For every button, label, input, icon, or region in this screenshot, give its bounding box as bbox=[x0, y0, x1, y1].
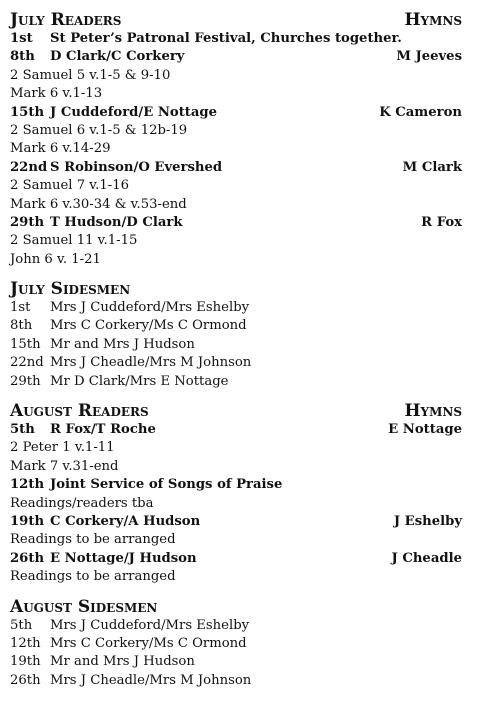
entry-readers: J Cuddeford/E Nottage bbox=[50, 104, 218, 120]
entry-date: 1st bbox=[10, 300, 31, 316]
entry-readers: T Hudson/D Clark bbox=[50, 214, 183, 230]
reader-entry bbox=[10, 104, 462, 122]
entry-hymns: K Cameron bbox=[379, 104, 462, 120]
section-title: August Readers bbox=[10, 401, 149, 422]
entry-date: 8th bbox=[10, 49, 35, 65]
reading-line: John 6 v. 1-21 bbox=[10, 251, 101, 267]
entry-text: St Peter’s Patronal Festival, Churches together. bbox=[50, 31, 402, 46]
entry-hymns: R Fox bbox=[421, 214, 462, 230]
sidesmen-entry bbox=[10, 635, 462, 653]
section-title: July Readers bbox=[10, 10, 122, 30]
sidesmen-entry bbox=[10, 373, 462, 391]
july-sidesmen-header bbox=[10, 279, 462, 299]
section-spacer bbox=[10, 587, 462, 597]
reader-entry bbox=[10, 214, 462, 232]
section-spacer bbox=[10, 269, 462, 279]
entry-date: 26th bbox=[10, 672, 41, 688]
reader-entry bbox=[10, 159, 462, 177]
reader-entry bbox=[10, 421, 462, 439]
sidesmen-entry bbox=[10, 653, 462, 671]
entry-names: Mrs J Cuddeford/Mrs Eshelby bbox=[50, 300, 250, 316]
hymns-heading: Hymns bbox=[404, 10, 462, 30]
august-sidesmen-header bbox=[10, 597, 462, 617]
hymns-heading: Hymns bbox=[404, 401, 462, 422]
reading-line: 2 Peter 1 v.1-11 bbox=[10, 440, 115, 456]
entry-date: 15th bbox=[10, 104, 45, 120]
sidesmen-entry bbox=[10, 299, 462, 317]
entry-readers: D Clark/C Corkery bbox=[50, 49, 185, 65]
reading-line: 2 Samuel 6 v.1-5 & 12b-19 bbox=[10, 122, 188, 138]
reading-line: 2 Samuel 5 v.1-5 & 9-10 bbox=[10, 67, 171, 83]
entry-names: Mrs J Cheadle/Mrs M Johnson bbox=[50, 672, 252, 688]
july-readers-header bbox=[10, 10, 462, 30]
entry-names: Mrs C Corkery/Ms C Ormond bbox=[50, 318, 247, 334]
entry-readers: S Robinson/O Evershed bbox=[50, 159, 223, 175]
entry-readers: C Corkery/A Hudson bbox=[50, 513, 201, 529]
entry-names: Mr and Mrs J Hudson bbox=[50, 336, 195, 352]
entry-names: Mrs J Cuddeford/Mrs Eshelby bbox=[50, 617, 250, 633]
entry-date: 19th bbox=[10, 654, 41, 670]
entry-date: 29th bbox=[10, 373, 41, 389]
entry-names: Mrs J Cheadle/Mrs M Johnson bbox=[50, 355, 252, 371]
sidesmen-entry bbox=[10, 617, 462, 635]
entry-date: 26th bbox=[10, 550, 45, 566]
reading-line: Readings to be arranged bbox=[10, 569, 176, 585]
reader-entry bbox=[10, 30, 462, 48]
entry-readers: R Fox/T Roche bbox=[50, 422, 156, 438]
entry-date: 29th bbox=[10, 214, 45, 230]
entry-hymns: J Eshelby bbox=[393, 513, 462, 529]
entry-date: 5th bbox=[10, 617, 33, 633]
entry-date: 5th bbox=[10, 422, 35, 438]
august-readers-header bbox=[10, 401, 462, 421]
entry-date: 22nd bbox=[10, 159, 48, 175]
reading-line: Readings to be arranged bbox=[10, 532, 176, 548]
reader-entry bbox=[10, 513, 462, 531]
reader-entry bbox=[10, 476, 462, 494]
reading-line: 2 Samuel 11 v.1-15 bbox=[10, 233, 138, 249]
entry-hymns: E Nottage bbox=[388, 422, 462, 438]
entry-text: Joint Service of Songs of Praise bbox=[50, 477, 283, 493]
rota-document bbox=[10, 10, 462, 690]
entry-date: 1st bbox=[10, 31, 33, 46]
sidesmen-entry bbox=[10, 354, 462, 372]
sidesmen-entry bbox=[10, 336, 462, 354]
reading-line: Mark 6 v.1-13 bbox=[10, 86, 103, 102]
entry-date: 8th bbox=[10, 318, 33, 334]
sidesmen-entry bbox=[10, 672, 462, 690]
reading-line: Mark 6 v.14-29 bbox=[10, 141, 111, 157]
entry-names: Mrs C Corkery/Ms C Ormond bbox=[50, 635, 247, 651]
section-spacer bbox=[10, 391, 462, 401]
reader-entry bbox=[10, 48, 462, 66]
entry-date: 12th bbox=[10, 477, 45, 493]
sidesmen-entry bbox=[10, 317, 462, 335]
entry-date: 12th bbox=[10, 635, 41, 651]
entry-date: 22nd bbox=[10, 355, 44, 371]
reading-line: Mark 6 v.30-34 & v.53-end bbox=[10, 196, 187, 212]
reading-line: Mark 7 v.31-end bbox=[10, 458, 119, 474]
entry-readers: E Nottage/J Hudson bbox=[50, 550, 197, 566]
entry-date: 19th bbox=[10, 513, 45, 529]
entry-hymns: J Cheadle bbox=[391, 550, 462, 566]
section-title: August Sidesmen bbox=[10, 596, 158, 617]
entry-names: Mr and Mrs J Hudson bbox=[50, 654, 195, 670]
entry-names: Mr D Clark/Mrs E Nottage bbox=[50, 373, 229, 389]
reading-line: Readings/readers tba bbox=[10, 495, 154, 511]
reader-entry bbox=[10, 550, 462, 568]
section-title: July Sidesmen bbox=[10, 279, 131, 300]
reading-line: 2 Samuel 7 v.1-16 bbox=[10, 178, 129, 194]
entry-hymns: M Clark bbox=[402, 159, 462, 175]
entry-hymns: M Jeeves bbox=[396, 49, 462, 65]
entry-date: 15th bbox=[10, 336, 41, 352]
